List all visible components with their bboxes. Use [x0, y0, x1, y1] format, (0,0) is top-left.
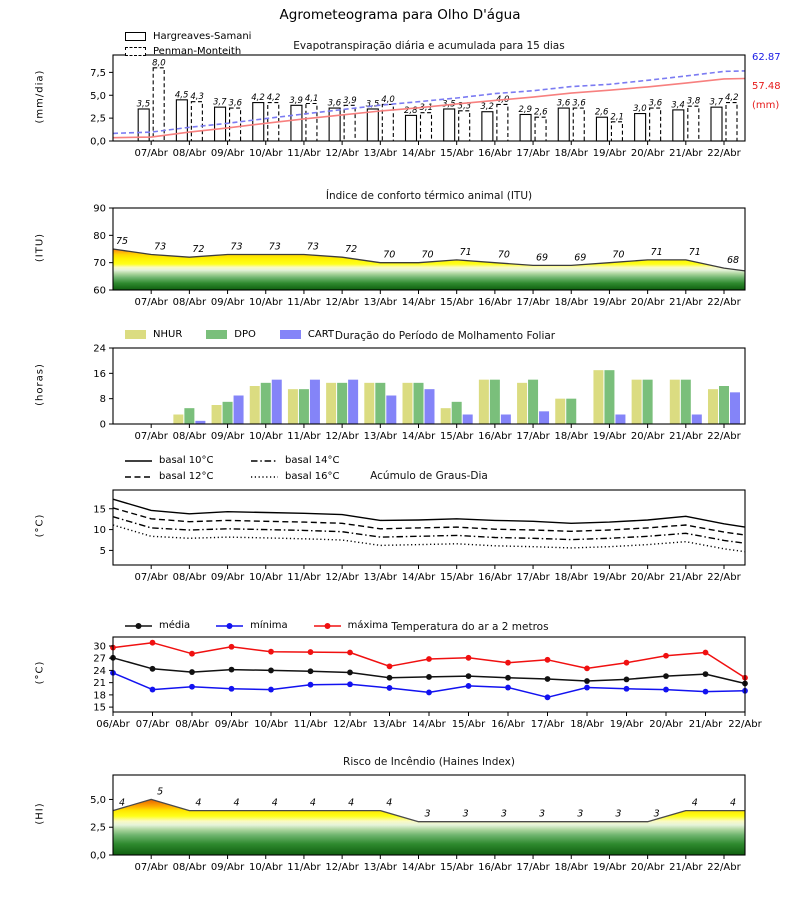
accum-unit-label: (mm)	[752, 100, 780, 111]
svg-text:4: 4	[233, 797, 240, 809]
accum-penman-total: 62.87	[752, 52, 781, 63]
svg-text:2,6: 2,6	[594, 107, 609, 118]
svg-text:22/Abr: 22/Abr	[707, 862, 741, 873]
svg-text:15/Abr: 15/Abr	[439, 148, 474, 159]
svg-text:69: 69	[536, 252, 549, 264]
svg-text:73: 73	[230, 241, 243, 253]
svg-text:10/Abr: 10/Abr	[249, 148, 283, 159]
svg-text:18/Abr: 18/Abr	[554, 572, 588, 583]
svg-text:2,5: 2,5	[90, 113, 106, 125]
svg-text:12/Abr: 12/Abr	[325, 297, 359, 308]
svg-text:71: 71	[459, 246, 472, 258]
svg-text:3: 3	[539, 808, 546, 820]
svg-text:27: 27	[93, 653, 106, 665]
svg-text:5: 5	[157, 786, 164, 798]
svg-text:10/Abr: 10/Abr	[249, 572, 283, 583]
svg-text:3: 3	[462, 808, 469, 820]
svg-text:24: 24	[93, 343, 106, 355]
svg-text:3,3: 3,3	[457, 101, 472, 112]
svg-text:69: 69	[574, 252, 587, 264]
svg-text:4: 4	[691, 797, 698, 809]
svg-text:13/Abr: 13/Abr	[363, 431, 398, 442]
legend-item-hargreaves	[125, 31, 251, 42]
svg-text:4,1: 4,1	[304, 93, 319, 104]
media-swatch	[125, 621, 152, 631]
temperature-title: Temperatura do ar a 2 metros	[391, 621, 549, 633]
svg-text:4: 4	[348, 797, 355, 809]
svg-text:4,3: 4,3	[190, 92, 204, 103]
degreedays-ylabel: (°C)	[34, 513, 46, 538]
legend-label-basal10: basal 10°C	[159, 455, 214, 466]
svg-text:11/Abr: 11/Abr	[293, 719, 328, 730]
svg-text:13/Abr: 13/Abr	[363, 148, 398, 159]
svg-text:70: 70	[497, 249, 510, 261]
svg-text:70: 70	[383, 249, 396, 261]
svg-text:14/Abr: 14/Abr	[401, 572, 436, 583]
svg-text:10/Abr: 10/Abr	[249, 862, 283, 873]
svg-text:3,1: 3,1	[419, 103, 434, 114]
svg-text:12/Abr: 12/Abr	[325, 148, 359, 159]
svg-text:10: 10	[93, 525, 106, 537]
svg-text:19/Abr: 19/Abr	[592, 148, 627, 159]
svg-text:5: 5	[99, 545, 106, 557]
basal14-swatch	[251, 456, 278, 466]
svg-text:4,5: 4,5	[174, 90, 189, 101]
svg-text:18/Abr: 18/Abr	[554, 862, 588, 873]
degreedays-plot	[93, 490, 745, 583]
svg-text:07/Abr: 07/Abr	[134, 297, 168, 308]
svg-text:90: 90	[93, 203, 106, 215]
legend-item-minima	[216, 620, 288, 631]
svg-text:09/Abr: 09/Abr	[210, 572, 245, 583]
degreedays-legend	[125, 453, 339, 484]
svg-text:3,6: 3,6	[572, 98, 586, 109]
svg-text:73: 73	[154, 241, 167, 253]
svg-text:19/Abr: 19/Abr	[592, 572, 627, 583]
svg-text:11/Abr: 11/Abr	[287, 431, 321, 442]
svg-text:7,5: 7,5	[90, 67, 106, 79]
svg-text:09/Abr: 09/Abr	[214, 719, 249, 730]
svg-text:12/Abr: 12/Abr	[325, 862, 359, 873]
svg-text:3,4: 3,4	[671, 100, 685, 111]
legend-label-cart: CART	[307, 329, 335, 340]
svg-text:19/Abr: 19/Abr	[592, 297, 627, 308]
svg-text:20/Abr: 20/Abr	[630, 148, 665, 159]
legend-label-basal14: basal 14°C	[285, 455, 340, 466]
legend-label-maxima: máxima	[347, 620, 389, 631]
legend-item-basal16	[251, 469, 339, 484]
svg-text:15: 15	[93, 702, 106, 714]
evapo-ylabel: (mm/dia)	[34, 69, 46, 124]
svg-text:14/Abr: 14/Abr	[401, 862, 436, 873]
svg-text:20/Abr: 20/Abr	[630, 431, 665, 442]
svg-text:22/Abr: 22/Abr	[707, 572, 741, 583]
evapo-legend	[125, 31, 251, 57]
svg-text:3,6: 3,6	[648, 98, 663, 109]
svg-text:15: 15	[93, 504, 106, 516]
minima-swatch	[216, 621, 243, 631]
svg-text:18/Abr: 18/Abr	[570, 719, 604, 730]
svg-text:75: 75	[115, 236, 129, 247]
legend-item-penman	[125, 46, 251, 57]
temperature-legend	[125, 620, 388, 631]
svg-text:13/Abr: 13/Abr	[363, 572, 398, 583]
maxima-swatch	[314, 621, 341, 631]
svg-text:14/Abr: 14/Abr	[401, 297, 436, 308]
svg-text:4,0: 4,0	[495, 94, 510, 105]
temperature-plot	[93, 637, 762, 730]
svg-text:3,0: 3,0	[633, 104, 647, 115]
svg-text:14/Abr: 14/Abr	[412, 719, 446, 730]
svg-text:21/Abr: 21/Abr	[688, 719, 723, 730]
svg-text:17/Abr: 17/Abr	[530, 719, 565, 730]
svg-text:21/Abr: 21/Abr	[669, 297, 703, 308]
svg-text:11/Abr: 11/Abr	[287, 297, 321, 308]
svg-text:24: 24	[93, 665, 106, 677]
dpo-swatch	[206, 330, 227, 339]
wetness-plot	[93, 344, 745, 443]
svg-text:20/Abr: 20/Abr	[630, 862, 665, 873]
svg-text:18: 18	[93, 690, 106, 702]
svg-text:60: 60	[93, 285, 106, 297]
penman-swatch	[125, 47, 146, 56]
svg-text:16/Abr: 16/Abr	[478, 862, 512, 873]
svg-text:15/Abr: 15/Abr	[439, 297, 474, 308]
svg-text:07/Abr: 07/Abr	[134, 572, 168, 583]
legend-label-dpo: DPO	[234, 329, 256, 340]
haines-plot	[90, 775, 745, 873]
svg-text:12/Abr: 12/Abr	[325, 431, 359, 442]
legend-label-hargreaves: Hargreaves-Samani	[153, 31, 252, 42]
degreedays-title: Acúmulo de Graus-Dia	[370, 470, 488, 482]
svg-text:07/Abr: 07/Abr	[134, 862, 168, 873]
temperature-ylabel: (°C)	[34, 660, 46, 685]
legend-label-minima: mínima	[250, 620, 288, 631]
svg-text:3,7: 3,7	[709, 97, 723, 108]
legend-item-basal12	[125, 469, 243, 484]
svg-text:30: 30	[93, 641, 106, 653]
page-title: Agrometeograma para Olho D'água	[279, 7, 521, 23]
legend-item-media	[125, 620, 190, 631]
svg-text:17/Abr: 17/Abr	[516, 572, 550, 583]
svg-text:10/Abr: 10/Abr	[249, 431, 283, 442]
svg-text:15/Abr: 15/Abr	[439, 431, 474, 442]
legend-label-basal16: basal 16°C	[285, 471, 340, 482]
svg-text:3,8: 3,8	[686, 96, 701, 107]
svg-text:10/Abr: 10/Abr	[249, 297, 283, 308]
wetness-ylabel: (horas)	[34, 363, 46, 406]
svg-text:17/Abr: 17/Abr	[516, 862, 550, 873]
svg-text:4,2: 4,2	[251, 93, 265, 104]
svg-text:80: 80	[93, 230, 106, 242]
itu-title: Índice de conforto térmico animal (ITU)	[325, 190, 533, 202]
svg-text:21/Abr: 21/Abr	[669, 572, 703, 583]
svg-text:4: 4	[271, 797, 278, 809]
wetness-title: Duração do Período de Molhamento Foliar	[334, 330, 556, 342]
svg-text:3,6: 3,6	[556, 98, 571, 109]
legend-item-nhur	[125, 329, 182, 340]
svg-text:21/Abr: 21/Abr	[669, 862, 703, 873]
svg-text:19/Abr: 19/Abr	[609, 719, 644, 730]
svg-text:07/Abr: 07/Abr	[134, 431, 168, 442]
svg-text:18/Abr: 18/Abr	[554, 431, 588, 442]
nhur-swatch	[125, 330, 146, 339]
hargreaves-swatch	[125, 32, 146, 41]
svg-text:3,9: 3,9	[289, 95, 303, 106]
svg-text:2,9: 2,9	[518, 104, 533, 115]
haines-ylabel: (HI)	[34, 802, 46, 825]
svg-text:17/Abr: 17/Abr	[516, 431, 550, 442]
svg-text:07/Abr: 07/Abr	[134, 148, 168, 159]
legend-label-penman: Penman-Monteith	[153, 46, 242, 57]
itu-plot	[93, 204, 745, 309]
svg-text:3: 3	[615, 808, 622, 820]
svg-text:17/Abr: 17/Abr	[516, 297, 550, 308]
svg-text:21/Abr: 21/Abr	[669, 148, 703, 159]
svg-text:0,0: 0,0	[90, 136, 106, 148]
svg-text:3,6: 3,6	[327, 98, 342, 109]
svg-text:3,7: 3,7	[213, 97, 227, 108]
svg-text:08/Abr: 08/Abr	[172, 431, 207, 442]
svg-text:15/Abr: 15/Abr	[451, 719, 486, 730]
svg-text:15/Abr: 15/Abr	[439, 862, 474, 873]
basal10-swatch	[125, 456, 152, 466]
svg-text:11/Abr: 11/Abr	[287, 148, 321, 159]
svg-text:16/Abr: 16/Abr	[478, 572, 512, 583]
legend-label-media: média	[159, 620, 191, 631]
svg-text:11/Abr: 11/Abr	[287, 572, 321, 583]
svg-text:12/Abr: 12/Abr	[325, 572, 359, 583]
svg-text:16/Abr: 16/Abr	[491, 719, 525, 730]
itu-ylabel: (ITU)	[34, 232, 46, 263]
svg-text:3,5: 3,5	[365, 99, 380, 110]
svg-text:07/Abr: 07/Abr	[135, 719, 170, 730]
svg-text:3,5: 3,5	[442, 99, 456, 110]
svg-text:4,0: 4,0	[381, 94, 395, 105]
svg-text:16: 16	[93, 368, 106, 380]
svg-text:3,6: 3,6	[228, 98, 243, 109]
svg-text:22/Abr: 22/Abr	[707, 431, 741, 442]
svg-text:2,6: 2,6	[534, 107, 548, 118]
wetness-legend	[125, 329, 334, 340]
svg-text:21: 21	[93, 678, 106, 690]
svg-text:22/Abr: 22/Abr	[728, 719, 762, 730]
svg-text:09/Abr: 09/Abr	[210, 297, 245, 308]
svg-text:5,0: 5,0	[90, 90, 106, 102]
legend-label-nhur: NHUR	[153, 329, 183, 340]
svg-text:19/Abr: 19/Abr	[592, 862, 627, 873]
legend-item-basal14	[251, 453, 339, 468]
svg-text:22/Abr: 22/Abr	[707, 297, 741, 308]
svg-text:20/Abr: 20/Abr	[649, 719, 683, 730]
svg-text:08/Abr: 08/Abr	[172, 572, 207, 583]
svg-text:73: 73	[306, 241, 319, 253]
svg-text:13/Abr: 13/Abr	[372, 719, 407, 730]
evapo-plot	[90, 55, 745, 159]
svg-text:09/Abr: 09/Abr	[210, 862, 245, 873]
legend-item-cart	[280, 329, 334, 340]
svg-text:72: 72	[192, 244, 205, 256]
svg-text:4,2: 4,2	[266, 93, 281, 104]
svg-text:15/Abr: 15/Abr	[439, 572, 474, 583]
cart-swatch	[280, 330, 301, 339]
svg-text:4: 4	[309, 797, 316, 809]
accum-hargreaves-total: 57.48	[752, 81, 781, 92]
evapo-title: Evapotranspiração diária e acumulada para 15 dias	[293, 40, 565, 52]
svg-text:0: 0	[99, 419, 106, 431]
svg-text:4: 4	[195, 797, 202, 809]
svg-text:06/Abr: 06/Abr	[96, 719, 130, 730]
svg-text:09/Abr: 09/Abr	[210, 431, 245, 442]
basal16-swatch	[251, 472, 278, 482]
svg-text:73: 73	[268, 241, 281, 253]
svg-text:10/Abr: 10/Abr	[254, 719, 288, 730]
svg-text:16/Abr: 16/Abr	[478, 297, 512, 308]
svg-text:08/Abr: 08/Abr	[175, 719, 209, 730]
haines-title: Risco de Incêndio (Haines Index)	[343, 756, 515, 768]
svg-text:2,8: 2,8	[403, 105, 418, 116]
svg-text:4: 4	[118, 797, 126, 809]
svg-text:22/Abr: 22/Abr	[707, 148, 741, 159]
svg-text:14/Abr: 14/Abr	[401, 148, 436, 159]
svg-text:08/Abr: 08/Abr	[172, 862, 207, 873]
svg-text:08/Abr: 08/Abr	[172, 297, 207, 308]
svg-text:19/Abr: 19/Abr	[592, 431, 627, 442]
svg-text:8,0: 8,0	[152, 58, 166, 69]
svg-text:16/Abr: 16/Abr	[478, 431, 512, 442]
svg-text:2,1: 2,1	[610, 112, 624, 123]
svg-text:4,2: 4,2	[724, 93, 739, 104]
svg-text:21/Abr: 21/Abr	[669, 431, 703, 442]
svg-text:3: 3	[653, 808, 660, 820]
svg-text:17/Abr: 17/Abr	[516, 148, 550, 159]
svg-text:16/Abr: 16/Abr	[478, 148, 512, 159]
svg-text:3: 3	[500, 808, 507, 820]
svg-text:12/Abr: 12/Abr	[333, 719, 367, 730]
svg-text:3,9: 3,9	[343, 95, 357, 106]
svg-text:20/Abr: 20/Abr	[630, 572, 665, 583]
svg-text:3: 3	[424, 808, 431, 820]
svg-text:2,5: 2,5	[90, 822, 106, 834]
svg-text:09/Abr: 09/Abr	[210, 148, 245, 159]
svg-text:11/Abr: 11/Abr	[287, 862, 321, 873]
svg-text:18/Abr: 18/Abr	[554, 297, 588, 308]
svg-text:71: 71	[688, 246, 701, 258]
svg-text:3: 3	[577, 808, 584, 820]
svg-text:70: 70	[93, 258, 106, 270]
svg-text:0,0: 0,0	[90, 850, 106, 862]
legend-label-basal12: basal 12°C	[159, 471, 214, 482]
svg-text:13/Abr: 13/Abr	[363, 862, 398, 873]
svg-text:18/Abr: 18/Abr	[554, 148, 588, 159]
svg-text:4: 4	[729, 797, 737, 809]
svg-text:14/Abr: 14/Abr	[401, 431, 436, 442]
legend-item-basal10	[125, 453, 243, 468]
svg-text:8: 8	[99, 394, 106, 406]
legend-item-maxima	[314, 620, 388, 631]
basal12-swatch	[125, 472, 152, 482]
svg-text:3,5: 3,5	[136, 99, 151, 110]
svg-text:13/Abr: 13/Abr	[363, 297, 398, 308]
svg-text:3,2: 3,2	[480, 102, 494, 113]
svg-text:70: 70	[421, 249, 434, 261]
svg-text:4: 4	[386, 797, 393, 809]
svg-text:70: 70	[612, 249, 625, 261]
svg-text:20/Abr: 20/Abr	[630, 297, 665, 308]
legend-item-dpo	[206, 329, 256, 340]
svg-text:68: 68	[726, 255, 740, 267]
svg-text:08/Abr: 08/Abr	[172, 148, 207, 159]
svg-text:5,0: 5,0	[90, 794, 106, 806]
svg-text:71: 71	[650, 246, 663, 258]
svg-text:72: 72	[345, 244, 358, 256]
